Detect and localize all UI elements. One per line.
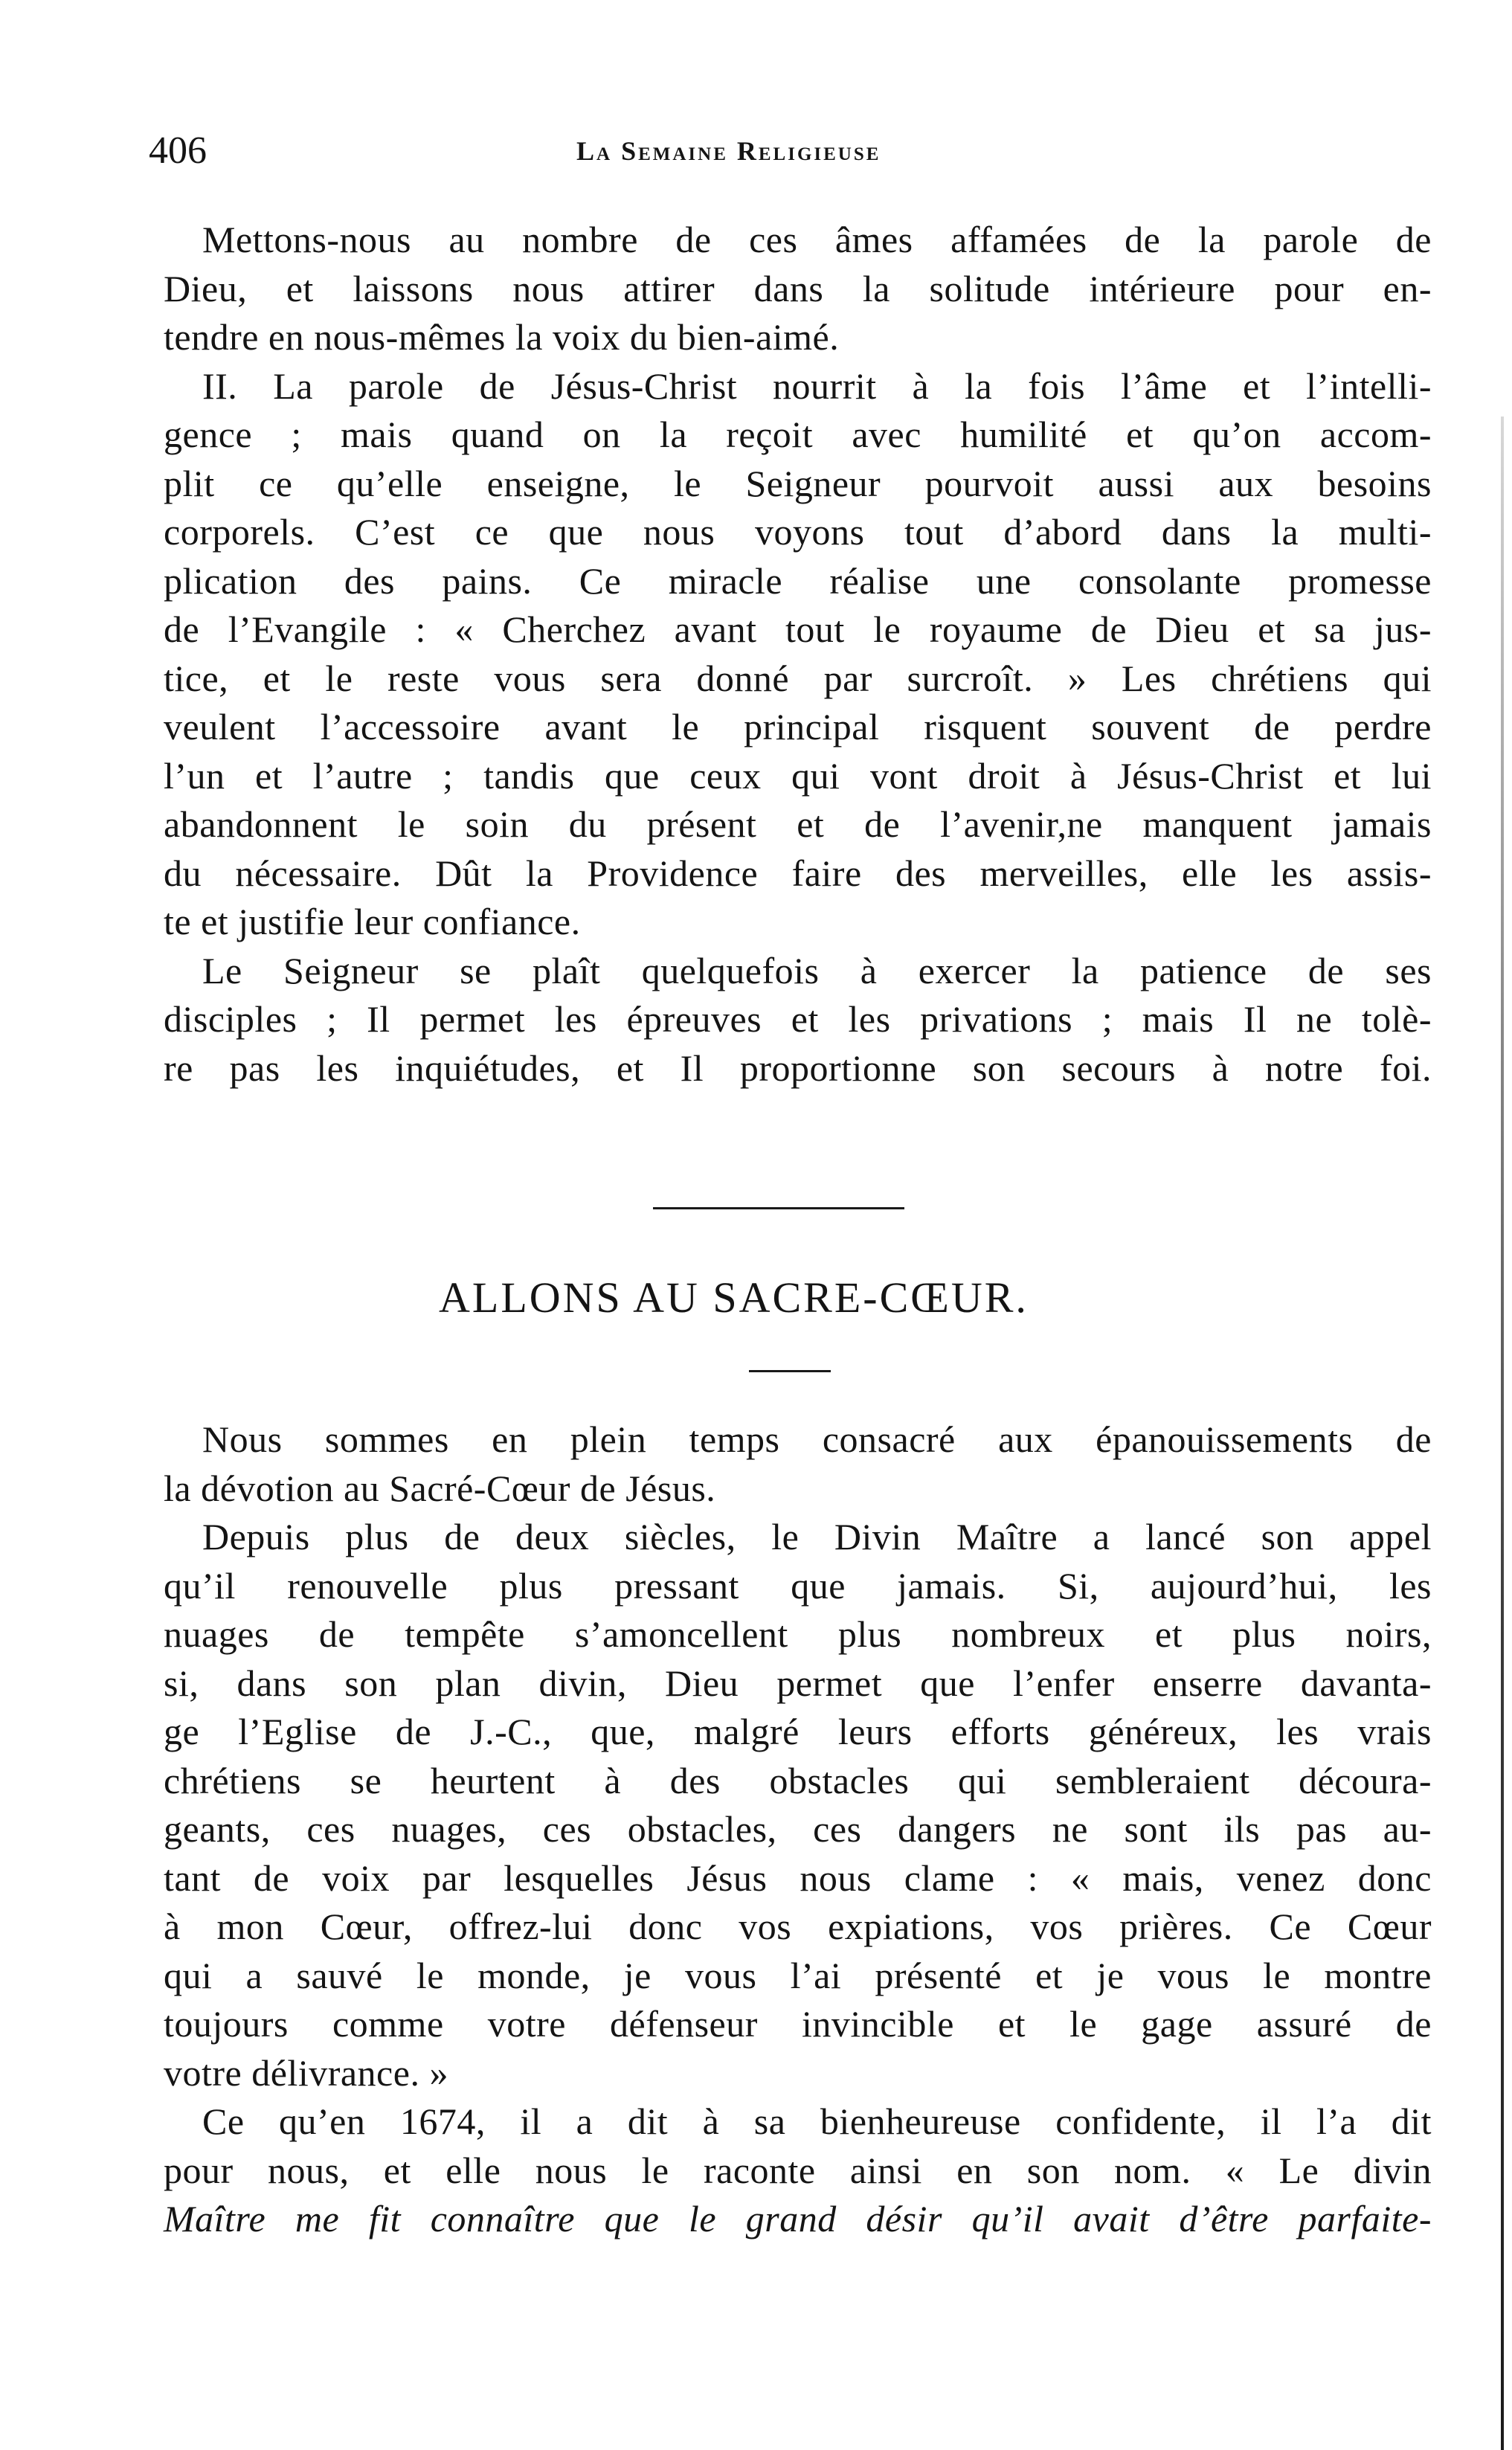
text-line: veulent l’accessoire avant le principal risquent souvent de perdre <box>164 706 1432 747</box>
text-line: plication des pains. Ce miracle réalise une consolante promesse <box>164 559 1432 602</box>
text-line: l’un et l’autre ; tandis que ceux qui vont droit à Jésus-Christ et lui <box>164 754 1432 797</box>
text-line: re pas les inquiétudes, et Il proportionne son secours à notre foi. <box>164 1046 1432 1089</box>
text-line: Le Seigneur se plaît quelquefois à exercer la patience de ses <box>202 949 1432 991</box>
text-line: tendre en nous-mêmes la voix du bien-aimé. <box>164 316 840 358</box>
text-line: gence ; mais quand on la reçoit avec humilité et qu’on accom- <box>164 414 1432 455</box>
section-divider-top <box>653 1207 904 1209</box>
text-line: du nécessaire. Dût la Providence faire des merveilles, elle les assis- <box>164 852 1432 894</box>
text-line: Ce qu’en 1674, il a dit à sa bienheureuse confidente, il l’a dit <box>202 2100 1432 2142</box>
text-line: Dieu, et laissons nous attirer dans la solitude intérieure pour en- <box>164 267 1432 309</box>
text-line: de l’Evangile : « Cherchez avant tout le royaume de Dieu et sa jus- <box>164 608 1432 650</box>
text-line: geants, ces nuages, ces obstacles, ces dangers ne sont ils pas au- <box>164 1808 1432 1850</box>
section-title: ALLONS AU SACRE-CŒUR. <box>439 1273 1029 1322</box>
text-line: Maître me fit connaître que le grand désir qu’il avait d’être parfaite- <box>164 2198 1432 2240</box>
text-line: la dévotion au Sacré-Cœur de Jésus. <box>164 1467 716 1509</box>
body-text-part-2 <box>164 1415 1432 2244</box>
text-line: II. La parole de Jésus-Christ nourrit à la fois l’âme et l’intelli- <box>202 364 1432 407</box>
text-line: qu’il renouvelle plus pressant que jamais. Si, aujourd’hui, les <box>164 1564 1432 1607</box>
text-line: toujours comme votre défenseur invincible et le gage assuré de <box>164 2003 1432 2045</box>
text-line: corporels. C’est ce que nous voyons tout d’abord dans la multi- <box>164 511 1432 553</box>
scan-edge-shadow <box>1501 417 1504 2450</box>
text-line: abandonnent le soin du présent et de l’avenir,ne manquent jamais <box>164 803 1432 845</box>
text-line: tice, et le reste vous sera donné par surcroît. » Les chrétiens qui <box>164 657 1432 699</box>
text-line: tant de voix par lesquelles Jésus nous clame : « mais, venez donc <box>164 1856 1432 1899</box>
text-line: Mettons-nous au nombre de ces âmes affamées de la parole de <box>202 219 1432 260</box>
section-divider-bottom <box>749 1370 831 1372</box>
text-line: si, dans son plan divin, Dieu permet que l’enfer enserre davanta- <box>164 1662 1432 1704</box>
text-line: te et justifie leur confiance. <box>164 901 581 942</box>
text-line: votre délivrance. » <box>164 2051 448 2094</box>
text-line: Nous sommes en plein temps consacré aux épanouissements de <box>202 1418 1432 1460</box>
text-line: chrétiens se heurtent à des obstacles qui sembleraient découra- <box>164 1759 1432 1801</box>
text-line: nuages de tempête s’amoncellent plus nombreux et plus noirs, <box>164 1613 1432 1655</box>
body-text-part-1 <box>164 216 1432 1093</box>
text-line: pour nous, et elle nous le raconte ainsi en son nom. « Le divin <box>164 2149 1432 2191</box>
text-line: ge l’Eglise de J.-C., que, malgré leurs efforts généreux, les vrais <box>164 1711 1432 1752</box>
text-line: disciples ; Il permet les épreuves et les privations ; mais Il ne tolè- <box>164 998 1432 1040</box>
page-number: 406 <box>149 129 207 172</box>
running-title: La Semaine Religieuse <box>576 136 881 166</box>
text-line: à mon Cœur, offrez-lui donc vos expiations, vos prières. Ce Cœur <box>164 1906 1432 1947</box>
text-line: plit ce qu’elle enseigne, le Seigneur pourvoit aussi aux besoins <box>164 462 1432 504</box>
text-line: Depuis plus de deux siècles, le Divin Maître a lancé son appel <box>202 1516 1432 1557</box>
text-line: qui a sauvé le monde, je vous l’ai présenté et je vous le montre <box>164 1954 1432 1996</box>
page-header <box>149 125 1435 177</box>
